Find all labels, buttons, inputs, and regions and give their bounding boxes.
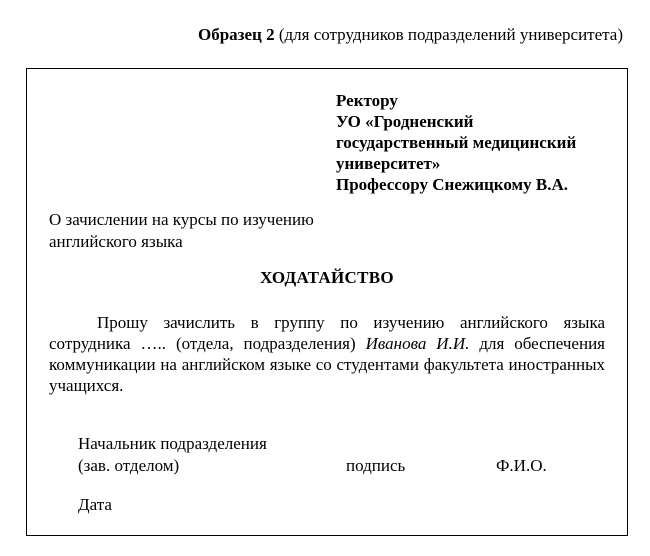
subject-line: О зачислении на курсы по изучению <box>49 210 314 229</box>
sample-description: (для сотрудников подразделений университета) <box>274 25 623 44</box>
addressee-block <box>336 90 576 195</box>
body-text-part2: для обеспечения коммуникации на английском языке со студентами факультета иностранных учащихся. <box>49 334 605 395</box>
addressee-line: государственный медицинский <box>336 133 577 152</box>
date-label: Дата <box>78 495 112 514</box>
petition-frame <box>26 68 628 536</box>
addressee-line: УО «Гродненский <box>336 112 474 131</box>
sample-number: Образец 2 <box>197 25 275 44</box>
addressee-line: университет» <box>336 154 441 173</box>
employee-name: Иванова И.И. <box>365 334 470 353</box>
signature-label: подпись <box>346 456 406 475</box>
addressee-line: Ректору <box>336 91 398 110</box>
signer-position-line2: (зав. отделом) <box>78 456 180 475</box>
addressee-line: Профессору Снежицкому В.А. <box>336 175 568 194</box>
subject-block <box>49 209 314 253</box>
body-text-part1: Прошу зачислить в группу по изучению английского языка сотрудника ….. (отдела, подразделения) <box>49 313 605 353</box>
petition-body <box>49 312 605 396</box>
subject-line: английского языка <box>49 232 183 251</box>
document-title: ХОДАТАЙСТВО <box>260 268 394 287</box>
signer-position-line1: Начальник подразделения <box>78 434 267 453</box>
document-header <box>198 25 623 45</box>
full-name-label: Ф.И.О. <box>496 456 547 475</box>
